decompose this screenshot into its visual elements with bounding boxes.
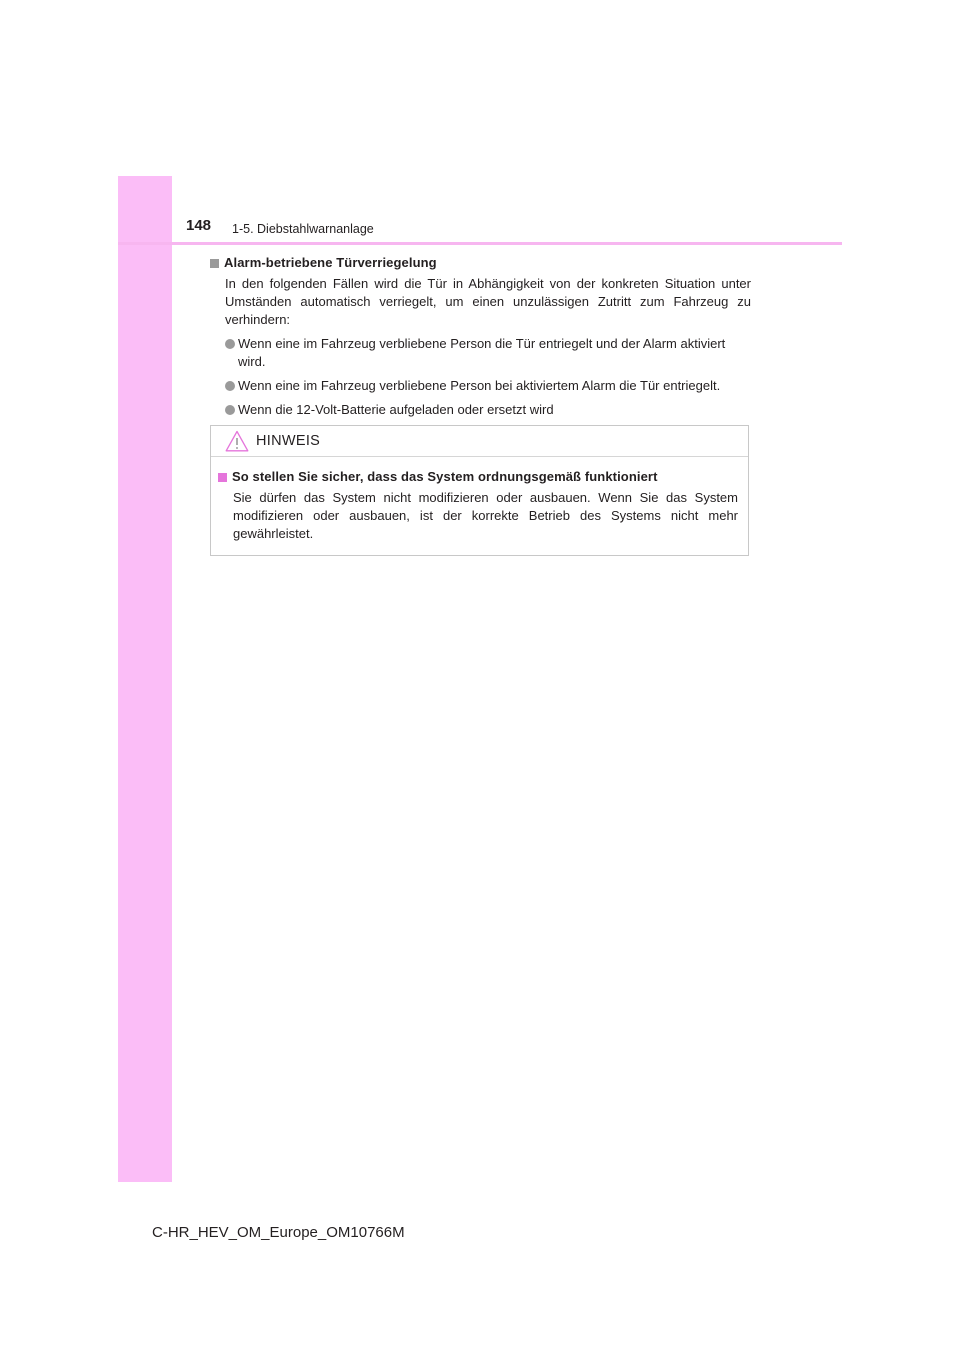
list-item-text: Wenn eine im Fahrzeug verbliebene Person die Tür entriegelt und der Alarm aktiviert wird. bbox=[238, 336, 726, 369]
intro-paragraph: In den folgenden Fällen wird die Tür in Abhängigkeit von der konkreten Situation unter Umständen automatisch verriegelt, um einen unzulässigen Zutritt zum Fahrzeug zu verhindern: bbox=[225, 276, 751, 327]
main-content bbox=[210, 254, 751, 419]
section-heading-text: Alarm-betriebene Türverriegelung bbox=[224, 255, 437, 270]
square-bullet-icon bbox=[218, 473, 227, 482]
document-code: C-HR_HEV_OM_Europe_OM10766M bbox=[152, 1224, 405, 1241]
round-bullet-icon bbox=[225, 405, 235, 415]
notice-heading bbox=[218, 468, 738, 486]
section-heading bbox=[210, 254, 751, 272]
round-bullet-icon bbox=[225, 381, 235, 391]
notice-label: HINWEIS bbox=[256, 433, 321, 449]
side-color-bar bbox=[118, 176, 172, 1182]
round-bullet-icon bbox=[225, 339, 235, 349]
notice-heading-text: So stellen Sie sicher, dass das System ordnungsgemäß funktioniert bbox=[232, 469, 658, 484]
list-item bbox=[225, 377, 751, 395]
square-bullet-icon bbox=[210, 259, 219, 268]
section-title: 1-5. Diebstahlwarnanlage bbox=[232, 222, 374, 236]
notice-header bbox=[211, 426, 748, 457]
list-item bbox=[225, 401, 751, 419]
page-number: 148 bbox=[186, 217, 212, 234]
header-rule bbox=[118, 242, 842, 245]
list-item bbox=[225, 335, 751, 371]
notice-text: Sie dürfen das System nicht modifizieren oder ausbauen. Wenn Sie das System modifizieren oder ausbauen, ist der korrekte Betrieb des Systems nicht mehr gewährleistet. bbox=[233, 490, 738, 541]
notice-body bbox=[211, 457, 748, 543]
notice-box bbox=[210, 425, 749, 556]
warning-triangle-icon bbox=[225, 430, 249, 452]
list-item-text: Wenn eine im Fahrzeug verbliebene Person bei aktiviertem Alarm die Tür entriegelt. bbox=[238, 378, 721, 393]
list-item-text: Wenn die 12-Volt-Batterie aufgeladen oder ersetzt wird bbox=[238, 402, 554, 417]
